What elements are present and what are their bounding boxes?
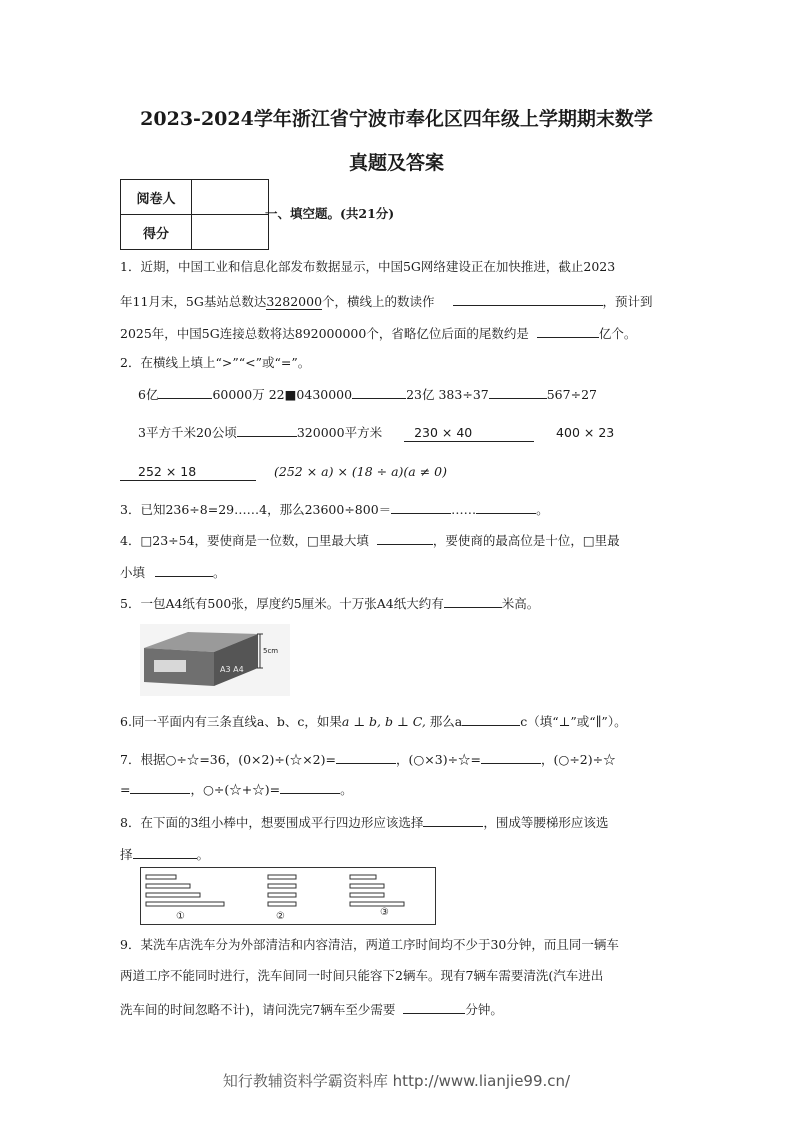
q2-c1: 252 × 18 [120,464,256,481]
q5-blank[interactable] [444,594,502,608]
q4-text-c: 小填 [120,565,146,580]
q7-text-c: ，(○÷2)÷☆ [541,752,616,767]
stick [268,902,296,906]
a4-paper-pack-image [140,624,290,696]
q2-blank-2[interactable] [352,385,406,399]
q7-text-d: = [120,782,131,797]
reviewer-label: 阅卷人 [121,180,192,215]
q9-line1: 9．某洗车店洗车分为外部清洁和内容清洁，两道工序时间均不少于30分钟，而且同一辆车 [120,937,619,952]
q8-text-c: 择 [120,847,133,862]
score-label: 得分 [121,215,192,250]
q6-blank[interactable] [462,712,520,726]
stick [350,902,404,906]
q2-b3: 230 × 40 [404,425,534,442]
q3-text-c: 。 [536,502,549,517]
q9-blank[interactable] [403,1000,465,1014]
q3-text-a: 3．已知236÷8=29……4，那么23600÷800＝ [120,502,392,517]
q2-a5: 383÷37 [438,387,489,402]
q1-line1: 1．近期，中国工业和信息化部发布数据显示，中国5G网络建设正在加快推进，截止2023 [120,259,616,274]
sticks-diagram [140,867,436,925]
q7-blank-3[interactable] [130,780,190,794]
stick [350,893,384,897]
q6-line [120,712,627,730]
q1-text-a: 年11月末，5G基站总数达 [120,294,267,309]
group-label-1: ① [176,911,185,922]
q2-b1: 3平方千米20公顷 [138,425,237,440]
q2-a1: 6亿 [138,387,159,402]
stick [146,902,224,906]
q7-line1 [120,750,616,768]
q2-b4: 400 × 23 [556,425,615,440]
q7-blank-4[interactable] [280,780,340,794]
group-label-3: ③ [380,907,389,918]
q3-blank-quotient[interactable] [391,500,451,514]
q9-line2: 两道工序不能同时进行，洗车间同一时间只能容下2辆车。现有7辆车需要清洗(汽车进出 [120,968,604,983]
q7-blank-1[interactable] [336,750,396,764]
q8-text-b: ，围成等腰梯形应该选 [483,815,609,830]
q6-text-c: c（填“⊥”或“∥”）。 [520,714,627,729]
q3-text-b: …… [451,502,477,517]
q4-blank-2[interactable] [155,563,213,577]
q2-row-3 [120,464,447,481]
q2-row-1 [138,385,597,403]
q2-blank-1[interactable] [158,385,212,399]
stick [268,893,296,897]
q2-blank-4[interactable] [237,423,297,437]
q8-text-d: 。 [196,847,210,862]
page-subtitle: 真题及答案 [348,152,444,174]
stick [146,893,200,897]
q5-text-a: 5．一包A4纸有500张，厚度约5厘米。十万张A4纸大约有 [120,596,444,611]
q2-c2: (252 × a) × (18 ÷ a)(a ≠ 0) [273,464,448,479]
q4-text-b: ，要使商的最高位是十位，□里最 [432,533,620,548]
score-cell [192,215,269,250]
footer-watermark: 知行教辅资料学霸资料库 http://www.lianjie99.cn/ [222,1072,571,1090]
q2-a3: 22■0430000 [268,387,353,402]
q1-text-d: 2025年，中国5G连接总数将达892000000个，省略亿位后面的尾数约是 [120,326,529,341]
q1-answer-blank-1[interactable] [453,292,603,306]
q7-line2 [120,780,353,798]
stick [146,884,190,888]
q6-text-a: 6.同一平面内有三条直线a、b、c，如果 [120,714,342,729]
q4-line1 [120,531,620,549]
q8-blank-1[interactable] [423,813,483,827]
q4-line2 [120,563,226,581]
q7-blank-2[interactable] [481,750,541,764]
q3-line [120,500,549,518]
q4-blank-1[interactable] [377,531,433,545]
stick [350,884,384,888]
q1-text-e: 亿个。 [598,326,637,341]
reviewer-cell [192,180,269,215]
stick [146,875,176,879]
q1-text-c: ，预计到 [602,294,653,309]
q8-line2 [120,845,209,863]
q1-text-b: 个，横线上的数读作 [322,294,435,309]
q1-line2 [120,292,653,310]
q7-text-a: 7．根据○÷☆=36，(0×2)÷(☆×2)= [120,752,336,767]
q9-text-b: 分钟。 [465,1002,503,1017]
score-table [120,179,269,250]
q5-text-b: 米高。 [501,596,540,611]
q6-text-b: 那么a [429,714,463,729]
page-title: 2023-2024学年浙江省宁波市奉化区四年级上学期期末数学 [140,108,653,130]
thickness-label: 5cm [263,647,279,655]
group-label-2: ② [276,911,285,922]
q1-answer-blank-2[interactable] [537,324,599,338]
q3-blank-remainder[interactable] [476,500,536,514]
stick [350,875,376,879]
q9-text-a: 洗车间的时间忽略不计)，请问洗完7辆车至少需要 [120,1002,396,1017]
a4-box-label: A3 A4 [220,665,244,674]
q8-line1 [120,813,608,831]
q2-a2: 60000万 [212,387,265,402]
q2-b2: 320000平方米 [296,425,383,440]
q2-a6: 567÷27 [546,387,597,402]
q2-heading: 2．在横线上填上“>”“<”或“=”。 [120,355,311,370]
q7-text-f: 。 [340,782,353,797]
q1-line3 [120,324,636,342]
stick [268,884,296,888]
q6-math: a ⊥ b, b ⊥ C, [341,714,426,729]
q7-text-b: ，(○×3)÷☆= [395,752,482,767]
q2-a4: 23亿 [406,387,435,402]
q8-text-a: 8．在下面的3组小棒中，想要围成平行四边形应该选择 [120,815,424,830]
q8-blank-2[interactable] [133,845,197,859]
q5-line [120,594,539,612]
q9-line3 [120,1000,503,1018]
q7-text-e: ，○÷(☆+☆)= [190,782,281,797]
q2-blank-3[interactable] [489,385,547,399]
section-heading: 一、填空题。(共21分) [265,206,395,221]
q1-number: 3282000 [266,294,323,309]
q2-row-2 [138,423,614,442]
q4-text-a: 4．□23÷54，要使商是一位数，□里最大填 [120,533,369,548]
q4-text-d: 。 [213,565,226,580]
stick [268,875,296,879]
